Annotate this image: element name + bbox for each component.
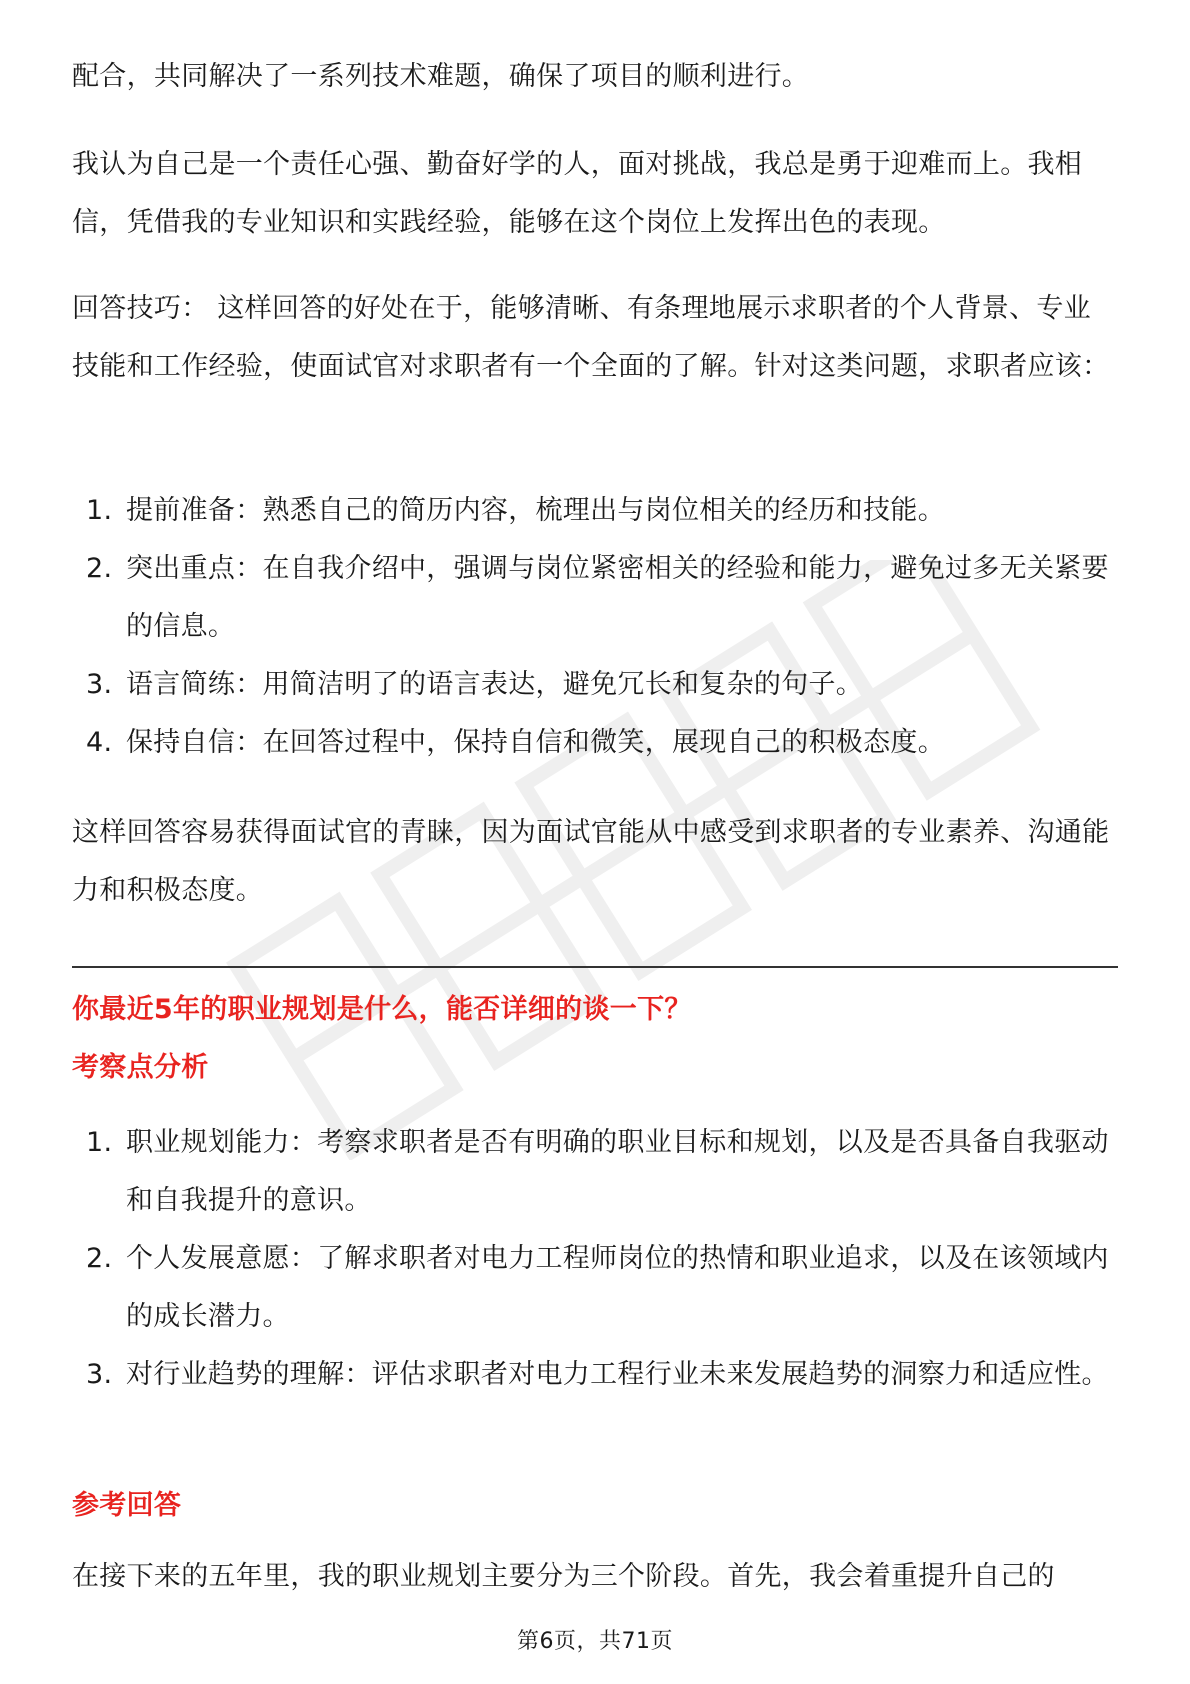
list-number: 3. bbox=[86, 1359, 113, 1390]
list-item-text: 保持自信：在回答过程中，保持自信和微笑，展现自己的积极态度。 bbox=[126, 727, 945, 758]
list-number: 3. bbox=[86, 669, 113, 700]
paragraph-answer-tips: 回答技巧： 这样回答的好处在于，能够清晰、有条理地展示求职者的个人背景、专业技能和工作经验，使面试官对求职者有一个全面的了解。针对这类问题，求职者应该： bbox=[72, 293, 1110, 382]
tips-list bbox=[72, 482, 1118, 772]
list-number: 1. bbox=[86, 495, 113, 526]
list-item bbox=[72, 1346, 1118, 1404]
list-item bbox=[72, 656, 1118, 714]
list-item-text: 提前准备：熟悉自己的简历内容，梳理出与岗位相关的经历和技能。 bbox=[126, 495, 945, 526]
analysis-heading: 考察点分析 bbox=[72, 1052, 209, 1083]
list-item-text: 对行业趋势的理解：评估求职者对电力工程行业未来发展趋势的洞察力和适应性。 bbox=[126, 1359, 1109, 1390]
page-number: 第6页，共71页 bbox=[517, 1629, 673, 1654]
paragraph-self-assessment: 我认为自己是一个责任心强、勤奋好学的人，面对挑战，我总是勇于迎难而上。我相信，凭借我的专业知识和实践经验，能够在这个岗位上发挥出色的表现。 bbox=[72, 149, 1083, 238]
list-item-text: 突出重点：在自我介绍中，强调与岗位紧密相关的经验和能力，避免过多无关紧要的信息。 bbox=[126, 553, 1109, 642]
analysis-list bbox=[72, 1114, 1118, 1404]
section-divider bbox=[72, 966, 1118, 968]
list-item-text: 个人发展意愿：了解求职者对电力工程师岗位的热情和职业追求，以及在该领域内的成长潜力。 bbox=[126, 1243, 1109, 1332]
paragraph-cooperation: 配合，共同解决了一系列技术难题，确保了项目的顺利进行。 bbox=[72, 61, 810, 92]
paragraph-answer-start: 在接下来的五年里，我的职业规划主要分为三个阶段。首先，我会着重提升自己的 bbox=[72, 1561, 1055, 1592]
list-number: 1. bbox=[86, 1127, 113, 1158]
list-item-text: 职业规划能力：考察求职者是否有明确的职业目标和规划，以及是否具备自我驱动和自我提升的意识。 bbox=[126, 1127, 1109, 1216]
list-item-text: 语言简练：用简洁明了的语言表达，避免冗长和复杂的句子。 bbox=[126, 669, 864, 700]
paragraph-conclusion: 这样回答容易获得面试官的青睐，因为面试官能从中感受到求职者的专业素养、沟通能力和积极态度。 bbox=[72, 817, 1110, 906]
list-number: 2. bbox=[86, 553, 113, 584]
list-number: 2. bbox=[86, 1243, 113, 1274]
question-title: 你最近5年的职业规划是什么，能否详细的谈一下？ bbox=[72, 994, 692, 1025]
list-item bbox=[72, 482, 1118, 540]
list-item bbox=[72, 714, 1118, 772]
list-item bbox=[72, 1230, 1118, 1346]
list-number: 4. bbox=[86, 727, 113, 758]
list-item bbox=[72, 540, 1118, 656]
answer-heading: 参考回答 bbox=[72, 1490, 182, 1521]
list-item bbox=[72, 1114, 1118, 1230]
